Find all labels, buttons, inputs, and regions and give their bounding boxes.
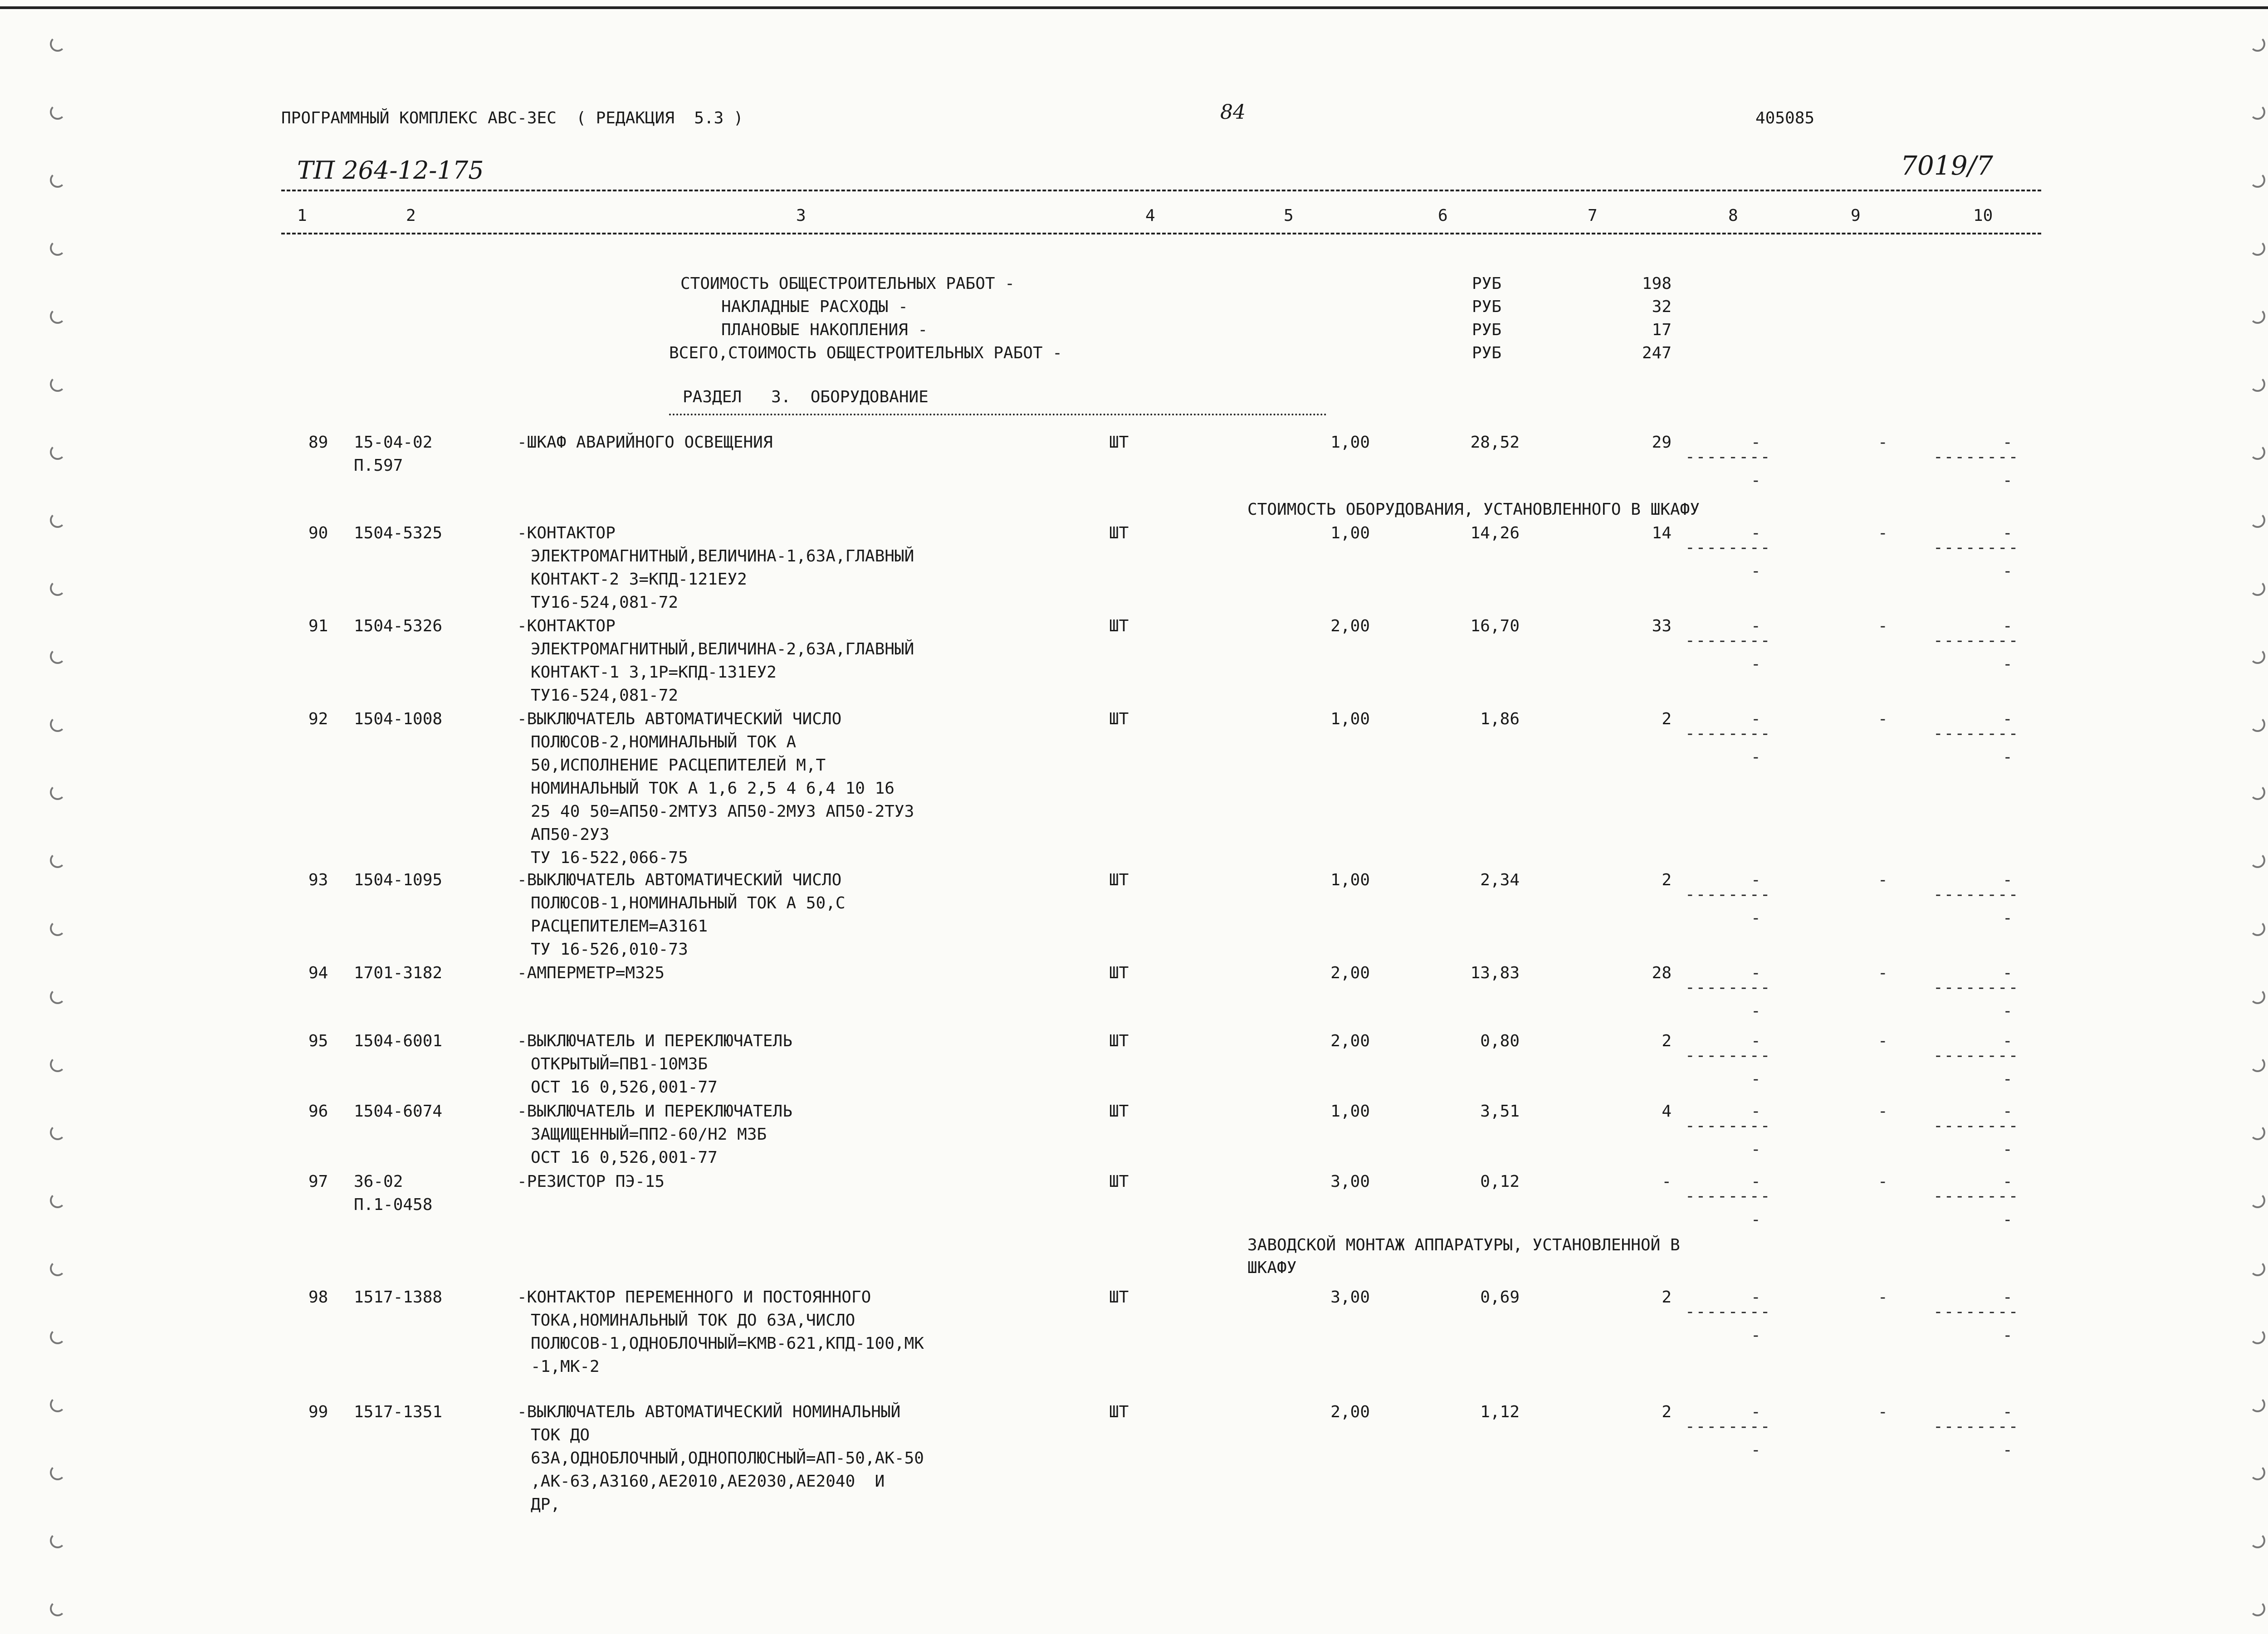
- paper-top-edge: [0, 0, 2268, 9]
- row-unit: ШТ: [1109, 964, 1129, 982]
- row-dash: -: [1878, 1403, 1889, 1421]
- row-dash: -: [2003, 964, 2014, 982]
- row-quantity: 2,00: [1330, 617, 1370, 635]
- row-dash: -: [1878, 1102, 1889, 1121]
- perforation-hole: [50, 444, 65, 460]
- row-sum: 2: [1662, 710, 1672, 728]
- row-dash: -: [2003, 1288, 2014, 1307]
- row-dash: --------: [1685, 1187, 1771, 1205]
- row-dash: --------: [1685, 1302, 1771, 1321]
- summary-value: 247: [1642, 344, 1672, 362]
- row-dash: -: [2003, 748, 2014, 766]
- perforation-hole: [2250, 376, 2265, 392]
- row-name-line: -КОНТАКТОР ПЕРЕМЕННОГО И ПОСТОЯННОГО: [517, 1288, 871, 1307]
- row-name-line: -ВЫКЛЮЧАТЕЛЬ АВТОМАТИЧЕСКИЙ ЧИСЛО: [517, 710, 842, 728]
- perforation-hole: [2250, 1125, 2265, 1140]
- row-number: 89: [308, 433, 328, 452]
- row-price: 3,51: [1480, 1102, 1520, 1121]
- row-name-line: 25 40 50=АП50-2МТУЗ АП50-2МУЗ АП50-2ТУЗ: [531, 802, 914, 821]
- row-name-line: -ВЫКЛЮЧАТЕЛЬ АВТОМАТИЧЕСКИЙ ЧИСЛО: [517, 871, 842, 889]
- document-code: 405085: [1755, 109, 1815, 127]
- row-name-line: -ВЫКЛЮЧАТЕЛЬ И ПЕРЕКЛЮЧАТЕЛЬ: [517, 1102, 792, 1121]
- perforation-hole: [50, 172, 65, 188]
- row-sum: 33: [1652, 617, 1672, 635]
- row-dash: -: [2003, 909, 2014, 927]
- column-number: 7: [1588, 206, 1598, 225]
- row-name-line: -КОНТАКТОР: [517, 617, 616, 635]
- row-dash: -: [1751, 655, 1762, 673]
- perforation-hole: [50, 1329, 65, 1344]
- row-dash: -: [2003, 1070, 2014, 1088]
- row-name-line: -КОНТАКТОР: [517, 524, 616, 542]
- row-dash: -: [2003, 1032, 2014, 1050]
- row-dash: -: [2003, 524, 2014, 542]
- row-dash: --------: [1685, 1046, 1771, 1065]
- row-price: 16,70: [1470, 617, 1520, 635]
- row-number: 90: [308, 524, 328, 542]
- row-name-line: ПОЛЮСОВ-2,НОМИНАЛЬНЫЙ ТОК А: [531, 733, 797, 751]
- row-dash: -: [2003, 871, 2014, 889]
- perforation-hole: [50, 989, 65, 1004]
- row-dash: --------: [1933, 1302, 2019, 1321]
- perforation-hole: [50, 104, 65, 120]
- row-name-line: ТУ 16-522,066-75: [531, 849, 688, 867]
- row-name-line: РАСЦЕПИТЕЛЕМ=А3161: [531, 917, 708, 936]
- row-dash: -: [1878, 1288, 1889, 1307]
- row-name-line: ТУ 16-526,010-73: [531, 940, 688, 959]
- row-dash: -: [1878, 964, 1889, 982]
- row-dash: -: [2003, 1210, 2014, 1229]
- row-dash: -: [1751, 1140, 1762, 1159]
- row-unit: ШТ: [1109, 1032, 1129, 1050]
- row-dash: -: [2003, 562, 2014, 580]
- row-dash: -: [1751, 1210, 1762, 1229]
- row-name-line: ДР,: [531, 1495, 561, 1514]
- row-sum: 2: [1662, 871, 1672, 889]
- row-number: 91: [308, 617, 328, 635]
- perforation-hole: [50, 649, 65, 664]
- row-unit: ШТ: [1109, 1403, 1129, 1421]
- column-number: 9: [1851, 206, 1861, 225]
- column-number: 6: [1438, 206, 1448, 225]
- row-name-line: -1,МК-2: [531, 1357, 600, 1376]
- perforation-hole: [50, 36, 65, 52]
- row-code: 1504-1008: [354, 710, 443, 728]
- row-quantity: 1,00: [1330, 871, 1370, 889]
- summary-value: 198: [1642, 274, 1672, 293]
- column-number: 4: [1145, 206, 1155, 225]
- column-number: 5: [1284, 206, 1294, 225]
- perforation-hole: [2250, 989, 2265, 1004]
- perforation-hole: [2250, 580, 2265, 596]
- row-dash: --------: [1685, 538, 1771, 557]
- row-dash: -: [2003, 1326, 2014, 1345]
- row-dash: -: [1751, 1172, 1762, 1191]
- row-quantity: 3,00: [1330, 1288, 1370, 1307]
- summary-label: СТОИМОСТЬ ОБЩЕСТРОИТЕЛЬНЫХ РАБОТ -: [680, 274, 1015, 293]
- row-quantity: 2,00: [1330, 1403, 1370, 1421]
- summary-label: ПЛАНОВЫЕ НАКОПЛЕНИЯ -: [721, 321, 928, 339]
- row-dash: --------: [1933, 724, 2019, 743]
- group-note-equipment: СТОИМОСТЬ ОБОРУДОВАНИЯ, УСТАНОВЛЕННОГО В ШКАФУ: [1247, 500, 1700, 519]
- row-dash: -: [1751, 1441, 1762, 1459]
- perforation-hole: [50, 1125, 65, 1140]
- row-dash: -: [1878, 871, 1889, 889]
- row-dash: -: [1751, 1070, 1762, 1088]
- perforation-hole: [50, 1397, 65, 1412]
- perforation-hole: [2250, 444, 2265, 460]
- row-code: 1504-6074: [354, 1102, 443, 1121]
- row-dash: -: [1751, 524, 1762, 542]
- row-quantity: 1,00: [1330, 710, 1370, 728]
- row-sum: 14: [1652, 524, 1672, 542]
- column-number: 1: [297, 206, 307, 225]
- row-name-line: КОНТАКТ-2 3=КПД-121ЕУ2: [531, 570, 747, 589]
- row-dash: --------: [1685, 1117, 1771, 1135]
- perforation-hole: [50, 785, 65, 800]
- group-note-assembly-cont: ШКАФУ: [1247, 1258, 1297, 1277]
- row-dash: -: [2003, 1002, 2014, 1020]
- row-price: 0,69: [1480, 1288, 1520, 1307]
- perforation-hole: [2250, 853, 2265, 868]
- section-title: РАЗДЕЛ 3. ОБОРУДОВАНИЕ: [683, 388, 929, 406]
- row-dash: -: [2003, 1102, 2014, 1121]
- row-name-line: ЭЛЕКТРОМАГНИТНЫЙ,ВЕЛИЧИНА-1,63А,ГЛАВНЫЙ: [531, 547, 914, 566]
- row-dash: --------: [1933, 978, 2019, 997]
- row-name-line: 50,ИСПОЛНЕНИЕ РАСЦЕПИТЕЛЕЙ М,Т: [531, 756, 826, 775]
- perforation-hole: [2250, 1329, 2265, 1344]
- row-sum: 29: [1652, 433, 1672, 452]
- row-unit: ШТ: [1109, 433, 1129, 452]
- row-dash: -: [1878, 1172, 1889, 1191]
- row-dash: -: [1751, 1403, 1762, 1421]
- row-quantity: 2,00: [1330, 964, 1370, 982]
- row-dash: --------: [1933, 1417, 2019, 1436]
- row-dash: --------: [1685, 885, 1771, 904]
- row-dash: -: [1751, 1102, 1762, 1121]
- row-dash: -: [1751, 871, 1762, 889]
- perforation-hole: [50, 853, 65, 868]
- row-number: 96: [308, 1102, 328, 1121]
- row-price: 1,12: [1480, 1403, 1520, 1421]
- row-dash: --------: [1685, 448, 1771, 466]
- row-unit: ШТ: [1109, 524, 1129, 542]
- perforation-hole: [50, 921, 65, 936]
- row-dash: --------: [1933, 538, 2019, 557]
- row-sum: 2: [1662, 1032, 1672, 1050]
- row-name-line: ТУ16-524,081-72: [531, 686, 679, 705]
- row-quantity: 1,00: [1330, 433, 1370, 452]
- row-name-line: ОСТ 16 0,526,001-77: [531, 1148, 718, 1167]
- perforation-hole: [2250, 1193, 2265, 1208]
- row-number: 95: [308, 1032, 328, 1050]
- perforation-hole: [2250, 1533, 2265, 1548]
- summary-unit: РУБ: [1472, 321, 1502, 339]
- row-dash: -: [1751, 433, 1762, 452]
- perforation-hole: [50, 1057, 65, 1072]
- row-code-secondary: П.1-0458: [354, 1195, 433, 1214]
- row-dash: -: [2003, 655, 2014, 673]
- row-number: 94: [308, 964, 328, 982]
- row-dash: -: [2003, 471, 2014, 490]
- group-note-assembly: ЗАВОДСКОЙ МОНТАЖ АППАРАТУРЫ, УСТАНОВЛЕННОЙ В: [1247, 1236, 1680, 1254]
- row-name-line: ОТКРЫТЫЙ=ПВ1-10М3Б: [531, 1055, 708, 1073]
- row-dash: -: [1751, 710, 1762, 728]
- row-price: 0,12: [1480, 1172, 1520, 1191]
- row-dash: -: [1751, 562, 1762, 580]
- row-code: 1504-6001: [354, 1032, 443, 1050]
- perforation-hole: [50, 717, 65, 732]
- column-number: 10: [1973, 206, 1993, 225]
- row-code: 1517-1351: [354, 1403, 443, 1421]
- row-dash: -: [1751, 1326, 1762, 1345]
- row-name-line: 63А,ОДНОБЛОЧНЫЙ,ОДНОПОЛЮСНЫЙ=АП-50,АК-50: [531, 1449, 924, 1468]
- perforation-hole: [2250, 1057, 2265, 1072]
- row-dash: -: [1878, 1032, 1889, 1050]
- perforation-hole: [50, 376, 65, 392]
- summary-unit: РУБ: [1472, 344, 1502, 362]
- row-dash: --------: [1933, 885, 2019, 904]
- row-dash: -: [2003, 1403, 2014, 1421]
- row-unit: ШТ: [1109, 617, 1129, 635]
- program-title: ПРОГРАММНЫЙ КОМПЛЕКС АВС-3ЕС ( РЕДАКЦИЯ 5.3 ): [281, 109, 743, 127]
- summary-unit: РУБ: [1472, 298, 1502, 316]
- perforation-hole: [50, 1533, 65, 1548]
- column-number: 2: [406, 206, 416, 225]
- row-quantity: 1,00: [1330, 524, 1370, 542]
- perforation-hole: [50, 1465, 65, 1480]
- row-name-line: ЭЛЕКТРОМАГНИТНЫЙ,ВЕЛИЧИНА-2,63А,ГЛАВНЫЙ: [531, 640, 914, 658]
- perforation-hole: [2250, 172, 2265, 188]
- perforation-hole: [2250, 785, 2265, 800]
- row-number: 99: [308, 1403, 328, 1421]
- row-price: 0,80: [1480, 1032, 1520, 1050]
- row-number: 98: [308, 1288, 328, 1307]
- row-name-line: АП50-2УЗ: [531, 825, 610, 844]
- perforation-hole: [2250, 1465, 2265, 1480]
- row-name-line: ЗАЩИЩЕННЫЙ=ПП2-60/Н2 М3Б: [531, 1125, 767, 1144]
- sheet-number: 7019/7: [1901, 150, 1994, 181]
- row-code: 1504-5326: [354, 617, 443, 635]
- row-unit: ШТ: [1109, 1102, 1129, 1121]
- perforation-hole: [2250, 1601, 2265, 1616]
- header-separator-bottom: [281, 233, 2041, 234]
- row-name-line: ТУ16-524,081-72: [531, 593, 679, 612]
- row-sum: 2: [1662, 1288, 1672, 1307]
- row-dash: --------: [1933, 448, 2019, 466]
- row-unit: ШТ: [1109, 871, 1129, 889]
- row-sum: -: [1662, 1172, 1672, 1191]
- column-number: 3: [796, 206, 806, 225]
- row-name-line: ОСТ 16 0,526,001-77: [531, 1078, 718, 1097]
- row-dash: --------: [1933, 1117, 2019, 1135]
- row-dash: -: [1878, 524, 1889, 542]
- row-name-line: ТОК ДО: [531, 1426, 590, 1444]
- row-dash: -: [2003, 1140, 2014, 1159]
- summary-label: ВСЕГО,СТОИМОСТЬ ОБЩЕСТРОИТЕЛЬНЫХ РАБОТ -: [669, 344, 1062, 362]
- row-code: 1517-1388: [354, 1288, 443, 1307]
- perforation-hole: [50, 512, 65, 528]
- perforation-hole: [2250, 921, 2265, 936]
- perforation-hole: [50, 1261, 65, 1276]
- row-dash: --------: [1933, 1187, 2019, 1205]
- row-price: 28,52: [1470, 433, 1520, 452]
- doc-number: ТП 264-12-175: [297, 156, 484, 185]
- row-name-line: ,АК-63,А3160,АЕ2010,АЕ2030,АЕ2040 И: [531, 1472, 885, 1491]
- header-separator-top: [281, 190, 2041, 191]
- row-dash: -: [2003, 433, 2014, 452]
- summary-value: 17: [1652, 321, 1672, 339]
- row-name-line: НОМИНАЛЬНЫЙ ТОК А 1,6 2,5 4 6,4 10 16: [531, 779, 894, 798]
- row-dash: -: [1878, 433, 1889, 452]
- row-dash: -: [1878, 617, 1889, 635]
- row-sum: 2: [1662, 1403, 1672, 1421]
- row-code: 15-04-02: [354, 433, 433, 452]
- summary-label: НАКЛАДНЫЕ РАСХОДЫ -: [721, 298, 908, 316]
- section-underline: [669, 414, 1327, 415]
- perforation-hole: [2250, 308, 2265, 324]
- perforation-hole: [50, 240, 65, 256]
- perforation-hole: [50, 580, 65, 596]
- row-code: 36-02: [354, 1172, 403, 1191]
- row-dash: -: [1751, 964, 1762, 982]
- row-quantity: 3,00: [1330, 1172, 1370, 1191]
- row-code: 1504-1095: [354, 871, 443, 889]
- row-dash: -: [1751, 471, 1762, 490]
- row-name-line: -ВЫКЛЮЧАТЕЛЬ И ПЕРЕКЛЮЧАТЕЛЬ: [517, 1032, 792, 1050]
- perforation-hole: [50, 1601, 65, 1616]
- row-name-line: -ВЫКЛЮЧАТЕЛЬ АВТОМАТИЧЕСКИЙ НОМИНАЛЬНЫЙ: [517, 1403, 901, 1421]
- row-dash: -: [1751, 1032, 1762, 1050]
- perforation-hole: [2250, 240, 2265, 256]
- row-number: 93: [308, 871, 328, 889]
- row-name-line: ПОЛЮСОВ-1,НОМИНАЛЬНЫЙ ТОК А 50,С: [531, 894, 846, 912]
- row-dash: --------: [1685, 978, 1771, 997]
- summary-unit: РУБ: [1472, 274, 1502, 293]
- row-dash: --------: [1685, 1417, 1771, 1436]
- row-code-secondary: П.597: [354, 456, 403, 475]
- row-quantity: 1,00: [1330, 1102, 1370, 1121]
- perforation-hole: [2250, 1261, 2265, 1276]
- perforation-hole: [2250, 649, 2265, 664]
- perforation-hole: [50, 1193, 65, 1208]
- row-price: 14,26: [1470, 524, 1520, 542]
- row-dash: -: [1751, 1002, 1762, 1020]
- row-name-line: ТОКА,НОМИНАЛЬНЫЙ ТОК ДО 63А,ЧИСЛО: [531, 1311, 855, 1330]
- perforation-hole: [2250, 717, 2265, 732]
- row-unit: ШТ: [1109, 1172, 1129, 1191]
- row-dash: --------: [1933, 631, 2019, 650]
- row-dash: -: [2003, 1172, 2014, 1191]
- row-sum: 28: [1652, 964, 1672, 982]
- row-dash: -: [1751, 748, 1762, 766]
- perforation-hole: [2250, 1397, 2265, 1412]
- summary-value: 32: [1652, 298, 1672, 316]
- row-name-line: -ШКАФ АВАРИЙНОГО ОСВЕЩЕНИЯ: [517, 433, 773, 452]
- row-dash: -: [1751, 617, 1762, 635]
- row-number: 97: [308, 1172, 328, 1191]
- row-sum: 4: [1662, 1102, 1672, 1121]
- row-number: 92: [308, 710, 328, 728]
- row-price: 1,86: [1480, 710, 1520, 728]
- row-code: 1504-5325: [354, 524, 443, 542]
- perforation-hole: [2250, 104, 2265, 120]
- row-unit: ШТ: [1109, 1288, 1129, 1307]
- page-mark: 84: [1220, 101, 1246, 124]
- row-dash: -: [2003, 710, 2014, 728]
- row-name-line: -АМПЕРМЕТР=М325: [517, 964, 665, 982]
- row-dash: --------: [1685, 724, 1771, 743]
- row-dash: -: [1751, 1288, 1762, 1307]
- row-unit: ШТ: [1109, 710, 1129, 728]
- row-code: 1701-3182: [354, 964, 443, 982]
- row-dash: -: [2003, 1441, 2014, 1459]
- row-dash: --------: [1685, 631, 1771, 650]
- row-dash: --------: [1933, 1046, 2019, 1065]
- perforation-hole: [2250, 512, 2265, 528]
- row-dash: -: [2003, 617, 2014, 635]
- row-name-line: КОНТАКТ-1 3,1Р=КПД-131ЕУ2: [531, 663, 777, 682]
- perforation-hole: [50, 308, 65, 324]
- row-price: 13,83: [1470, 964, 1520, 982]
- row-name-line: -РЕЗИСТОР ПЭ-15: [517, 1172, 665, 1191]
- row-dash: -: [1751, 909, 1762, 927]
- row-price: 2,34: [1480, 871, 1520, 889]
- column-number: 8: [1728, 206, 1738, 225]
- row-name-line: ПОЛЮСОВ-1,ОДНОБЛОЧНЫЙ=КМВ-621,КПД-100,МК: [531, 1334, 924, 1353]
- perforation-hole: [2250, 36, 2265, 52]
- row-quantity: 2,00: [1330, 1032, 1370, 1050]
- row-dash: -: [1878, 710, 1889, 728]
